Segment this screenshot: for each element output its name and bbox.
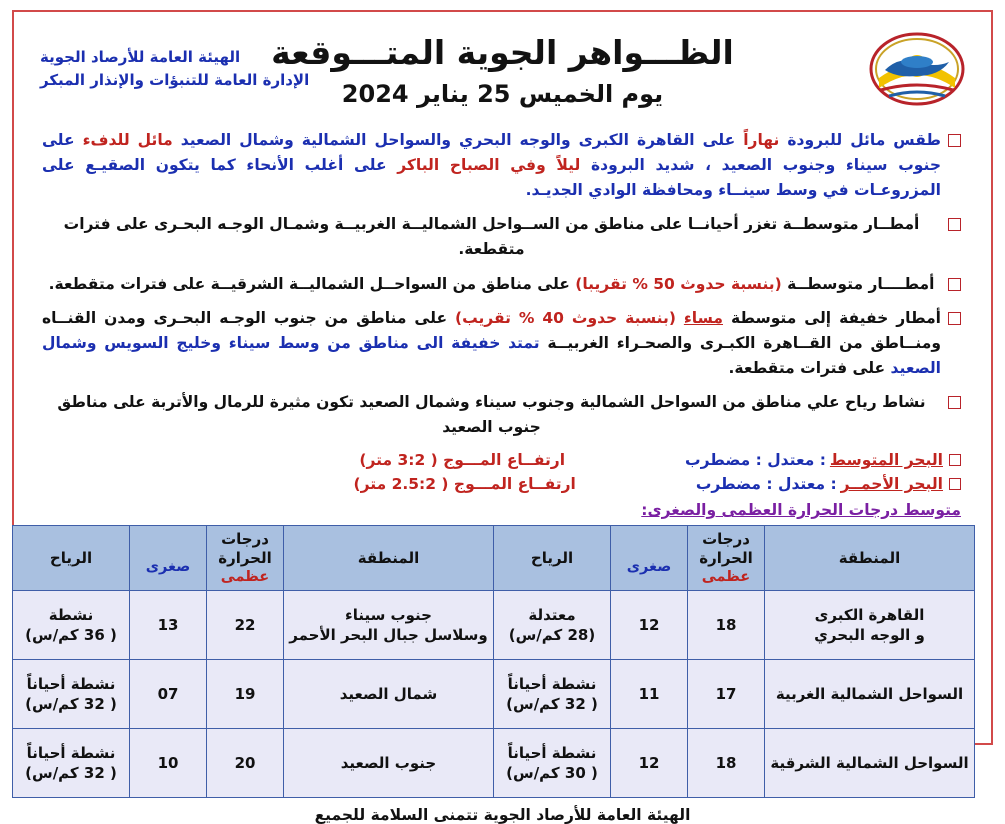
col-header-min-right: صغرى bbox=[626, 559, 672, 576]
sea-conditions bbox=[14, 449, 991, 493]
temperature-table bbox=[12, 525, 975, 798]
sea-row-mediterranean bbox=[42, 451, 961, 469]
cell-temp-max-left: 20 bbox=[207, 728, 284, 797]
col-header-temp-max-right bbox=[688, 526, 765, 591]
bullet-light-rain-evening-text: أمطار خفيفة إلى متوسطة مساء (بنسبة حدوث 40 % تقريب) على مناطق من جنوب الوجـه البحـرى ومدن القنــاه ومنــاطق من القــاهرة الكبـرى والصحـراء الغربيــة تمتد خفيفة الى مناطق من وسط سيناء وخليج السويس وشمال الصعيد على فترات متقطعة. bbox=[42, 308, 941, 377]
cell-region-left: جنوب الصعيد bbox=[284, 728, 494, 797]
bullet-square-icon bbox=[948, 278, 961, 291]
col-header-min-left: صغرى bbox=[145, 559, 191, 576]
footer-note: الهيئة العامة للأرصاد الجوية تتمنى السلامة للجميع bbox=[314, 805, 691, 824]
cell-wind-right: معتدلة (28 كم/س) bbox=[494, 590, 611, 659]
col-header-wind-right: الرياح bbox=[494, 526, 611, 591]
cell-region-right: السواحل الشمالية الغربية bbox=[765, 659, 975, 728]
col-header-temps-group-right: درجات الحرارة bbox=[699, 530, 753, 567]
col-header-temps-group-left: درجات الحرارة bbox=[218, 530, 272, 567]
sea-state-red-sea: : معتدل : مضطرب bbox=[695, 475, 837, 494]
organization-block bbox=[40, 46, 309, 91]
cell-region-left: جنوب سيناء وسلاسل جبال البحر الأحمر bbox=[284, 590, 494, 659]
cell-temp-min-left: 07 bbox=[130, 659, 207, 728]
header bbox=[14, 12, 991, 124]
sea-wave-mediterranean: ارتفــاع المـــوج ( 3:2 متر) bbox=[359, 451, 566, 470]
sea-wave-red-sea: ارتفــاع المـــوج ( 2.5:2 متر) bbox=[353, 475, 576, 494]
cell-temp-max-left: 22 bbox=[207, 590, 284, 659]
col-header-max-left: عظمى bbox=[220, 568, 270, 585]
cell-temp-max-right: 18 bbox=[688, 590, 765, 659]
bullet-square-icon bbox=[949, 454, 961, 466]
bullet-wind-activity-text: نشاط رياح علي مناطق من السواحل الشمالية وجنوب سيناء وشمال الصعيد تكون مثيرة للرمال والأتربة على مناطق جنوب الصعيد bbox=[57, 392, 926, 437]
bullet-square-icon bbox=[948, 312, 961, 325]
bullet-moderate-rain-west bbox=[42, 212, 961, 262]
col-header-temp-min-right bbox=[611, 526, 688, 591]
bullet-moderate-rain-west-text: أمطــار متوسطــة تغزر أحيانــا على مناطق من الســواحل الشماليــة الغربيــة وشمـال الوجـه البحـرى على فترات متقطعة. bbox=[63, 215, 920, 259]
cell-temp-min-right: 12 bbox=[611, 728, 688, 797]
col-header-max-right: عظمى bbox=[701, 568, 751, 585]
table-row bbox=[13, 590, 975, 659]
temperature-section-heading: متوسط درجات الحرارة العظمى والصغرى: bbox=[641, 501, 961, 520]
cell-temp-min-left: 10 bbox=[130, 728, 207, 797]
organization-name: الهيئة العامة للأرصاد الجوية bbox=[40, 48, 241, 66]
col-header-temp-max-left bbox=[207, 526, 284, 591]
cell-temp-min-left: 13 bbox=[130, 590, 207, 659]
cell-temp-max-left: 19 bbox=[207, 659, 284, 728]
bullet-square-icon bbox=[949, 478, 961, 490]
forecast-bullets bbox=[14, 124, 991, 440]
cell-wind-left: نشطة أحياناً ( 32 كم/س) bbox=[13, 728, 130, 797]
temperature-table-wrap bbox=[14, 525, 991, 798]
table-header-row bbox=[13, 526, 975, 591]
bulletin-date: يوم الخميس 25 يناير 2024 bbox=[341, 79, 664, 108]
cell-temp-max-right: 17 bbox=[688, 659, 765, 728]
cell-temp-min-right: 11 bbox=[611, 659, 688, 728]
table-header bbox=[13, 526, 975, 591]
col-header-temp-min-left bbox=[130, 526, 207, 591]
department-name: الإدارة العامة للتنبؤات والإنذار المبكر bbox=[40, 70, 310, 89]
cell-temp-max-right: 18 bbox=[688, 728, 765, 797]
col-header-wind-left: الرياح bbox=[13, 526, 130, 591]
cell-wind-right: نشطة أحياناً ( 30 كم/س) bbox=[494, 728, 611, 797]
page-title: الظـــواهر الجوية المتـــوقعة bbox=[271, 33, 734, 72]
bullet-moderate-rain-east-text: أمطــــار متوسطــة (بنسبة حدوث 50 % تقريبا) على مناطق من السواحــل الشماليــة الشرقيــة على فترات متقطعة. bbox=[48, 274, 935, 293]
bullet-weather-general bbox=[42, 128, 961, 203]
bullet-weather-general-text: طقس مائل للبرودة نهاراً على القاهرة الكبرى والوجه البحري والسواحل الشمالية وشمال الصعيد مائل للدفء على جنوب سيناء وجنوب الصعيد ، شديد البرودة ليلاً وفي الصباح الباكر على أغلب الأنحاء كما يتكون الصقيـع على المزروعـات في وسط سينــاء ومحافظة الوادي الجديـد. bbox=[42, 131, 941, 200]
cell-region-right: القاهرة الكبرى و الوجه البحري bbox=[765, 590, 975, 659]
bullet-wind-activity bbox=[42, 390, 961, 440]
sea-name-red-sea: البحر الأحمــر bbox=[840, 475, 943, 494]
cell-wind-right: نشطة أحياناً ( 32 كم/س) bbox=[494, 659, 611, 728]
bullet-moderate-rain-east bbox=[42, 272, 961, 297]
table-row bbox=[13, 728, 975, 797]
bullet-square-icon bbox=[948, 218, 961, 231]
table-row bbox=[13, 659, 975, 728]
cell-region-left: شمال الصعيد bbox=[284, 659, 494, 728]
bullet-light-rain-evening bbox=[42, 306, 961, 381]
col-header-region-left: المنطقة bbox=[284, 526, 494, 591]
bullet-square-icon bbox=[948, 134, 961, 147]
bullet-square-icon bbox=[948, 396, 961, 409]
cell-region-right: السواحل الشمالية الشرقية bbox=[765, 728, 975, 797]
table-body bbox=[13, 590, 975, 797]
cell-wind-left: نشطة ( 36 كم/س) bbox=[13, 590, 130, 659]
col-header-region-right: المنطقة bbox=[765, 526, 975, 591]
sea-row-red-sea bbox=[42, 475, 961, 493]
cell-wind-left: نشطة أحياناً ( 32 كم/س) bbox=[13, 659, 130, 728]
sea-state-mediterranean: : معتدل : مضطرب bbox=[685, 451, 826, 470]
bulletin-frame bbox=[12, 10, 993, 824]
cell-temp-min-right: 12 bbox=[611, 590, 688, 659]
sea-name-mediterranean: البحر المتوسط bbox=[829, 451, 943, 470]
